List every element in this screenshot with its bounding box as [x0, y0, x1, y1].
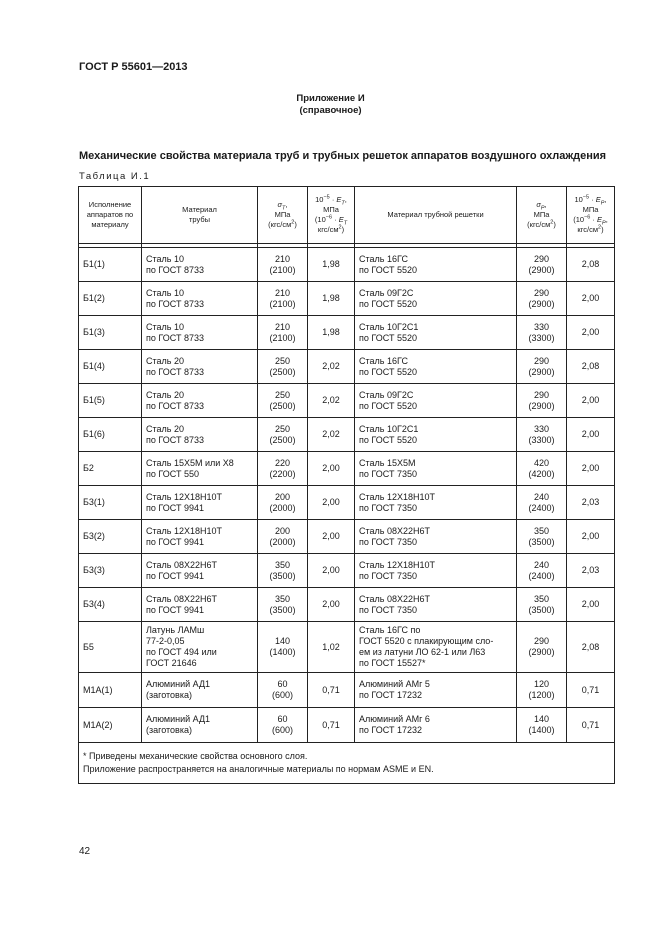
table-row	[79, 622, 615, 673]
table-caption: Таблица И.1	[79, 171, 151, 182]
cell-execution: Б3(3)	[79, 554, 142, 588]
table-row	[79, 588, 615, 622]
cell-e-p: 2,00	[567, 520, 615, 554]
cell-tube-material: Сталь 10 по ГОСТ 8733	[142, 282, 258, 316]
cell-execution: Б1(2)	[79, 282, 142, 316]
note-scope: Приложение распространяется на аналогичные материалы по нормам ASME и EN.	[83, 764, 434, 774]
table-row	[79, 248, 615, 282]
cell-e-t: 1,98	[308, 248, 355, 282]
cell-tube-material: Алюминий АД1 (заготовка)	[142, 708, 258, 743]
cell-sigma-t: 60 (600)	[258, 708, 308, 743]
table-row	[79, 486, 615, 520]
cell-tube-material: Сталь 12Х18Н10Т по ГОСТ 9941	[142, 486, 258, 520]
cell-sigma-t: 250 (2500)	[258, 350, 308, 384]
cell-sigma-p: 240 (2400)	[517, 486, 567, 520]
cell-e-p: 2,03	[567, 554, 615, 588]
cell-sheet-material: Сталь 08Х22Н6Т по ГОСТ 7350	[355, 588, 517, 622]
cell-execution: Б5	[79, 622, 142, 673]
cell-sheet-material: Алюминий АМг 6 по ГОСТ 17232	[355, 708, 517, 743]
cell-sheet-material: Сталь 15Х5М по ГОСТ 7350	[355, 452, 517, 486]
cell-sheet-material: Сталь 12Х18Н10Т по ГОСТ 7350	[355, 554, 517, 588]
cell-tube-material: Сталь 08Х22Н6Т по ГОСТ 9941	[142, 554, 258, 588]
cell-execution: Б1(4)	[79, 350, 142, 384]
header-tube-material: Материал трубы	[142, 187, 258, 244]
cell-tube-material: Сталь 08Х22Н6Т по ГОСТ 9941	[142, 588, 258, 622]
cell-e-p: 0,71	[567, 673, 615, 708]
cell-tube-material: Сталь 15Х5М или Х8 по ГОСТ 550	[142, 452, 258, 486]
annex-title: Приложение И	[296, 93, 365, 104]
cell-tube-material: Сталь 20 по ГОСТ 8733	[142, 384, 258, 418]
cell-e-p: 2,08	[567, 248, 615, 282]
cell-e-p: 2,03	[567, 486, 615, 520]
cell-e-p: 2,00	[567, 452, 615, 486]
header-sigma-p: $\sigma_P$, МПа $(кгс/см^2)$	[517, 187, 567, 244]
table-row	[79, 316, 615, 350]
section-title: Механические свойства материала труб и трубных решеток аппаратов воздушного охлаждения	[79, 150, 607, 162]
cell-sigma-p: 120 (1200)	[517, 673, 567, 708]
header-e-p: $10^{-5} \cdot E_P$, МПа ($10^{-6} \cdot E_P$, кгс/$см^2$)	[567, 187, 615, 244]
cell-e-p: 2,00	[567, 316, 615, 350]
cell-e-p: 0,71	[567, 708, 615, 743]
cell-tube-material: Алюминий АД1 (заготовка)	[142, 673, 258, 708]
cell-sigma-t: 210 (2100)	[258, 282, 308, 316]
cell-sigma-p: 350 (3500)	[517, 520, 567, 554]
cell-sigma-t: 350 (3500)	[258, 554, 308, 588]
cell-execution: М1А(2)	[79, 708, 142, 743]
cell-sigma-p: 290 (2900)	[517, 384, 567, 418]
cell-e-t: 2,00	[308, 554, 355, 588]
table-row	[79, 520, 615, 554]
cell-sigma-t: 200 (2000)	[258, 520, 308, 554]
table-row	[79, 384, 615, 418]
cell-sigma-p: 330 (3300)	[517, 316, 567, 350]
cell-e-p: 2,08	[567, 350, 615, 384]
cell-sigma-t: 220 (2200)	[258, 452, 308, 486]
cell-e-t: 1,98	[308, 282, 355, 316]
cell-e-p: 2,00	[567, 588, 615, 622]
table-header-row	[79, 187, 615, 244]
table-row	[79, 350, 615, 384]
cell-tube-material: Сталь 20 по ГОСТ 8733	[142, 350, 258, 384]
cell-e-t: 2,00	[308, 486, 355, 520]
cell-sigma-t: 250 (2500)	[258, 418, 308, 452]
document-code: ГОСТ Р 55601—2013	[79, 61, 188, 73]
cell-e-p: 2,00	[567, 282, 615, 316]
cell-tube-material: Латунь ЛАМш 77-2-0,05 по ГОСТ 494 или ГОСТ 21646	[142, 622, 258, 673]
cell-execution: Б3(1)	[79, 486, 142, 520]
cell-e-t: 2,00	[308, 588, 355, 622]
cell-sigma-p: 290 (2900)	[517, 350, 567, 384]
table-row	[79, 554, 615, 588]
cell-e-t: 1,02	[308, 622, 355, 673]
table-notes	[79, 743, 615, 784]
cell-sigma-t: 210 (2100)	[258, 316, 308, 350]
cell-sigma-p: 330 (3300)	[517, 418, 567, 452]
cell-e-t: 2,02	[308, 350, 355, 384]
cell-execution: Б2	[79, 452, 142, 486]
cell-sheet-material: Алюминий АМг 5 по ГОСТ 17232	[355, 673, 517, 708]
cell-execution: Б1(6)	[79, 418, 142, 452]
cell-execution: Б1(3)	[79, 316, 142, 350]
cell-sheet-material: Сталь 09Г2С по ГОСТ 5520	[355, 282, 517, 316]
cell-e-t: 2,02	[308, 384, 355, 418]
cell-e-t: 0,71	[308, 708, 355, 743]
cell-execution: Б3(4)	[79, 588, 142, 622]
cell-sheet-material: Сталь 10Г2С1 по ГОСТ 5520	[355, 418, 517, 452]
cell-tube-material: Сталь 20 по ГОСТ 8733	[142, 418, 258, 452]
cell-execution: М1А(1)	[79, 673, 142, 708]
cell-e-t: 0,71	[308, 673, 355, 708]
table-row	[79, 452, 615, 486]
cell-sheet-material: Сталь 16ГС по ГОСТ 5520	[355, 350, 517, 384]
cell-sigma-p: 290 (2900)	[517, 282, 567, 316]
cell-execution: Б1(5)	[79, 384, 142, 418]
cell-sheet-material: Сталь 16ГС по ГОСТ 5520 с плакирующим сло- ем из латуни ЛО 62-1 или Л63 по ГОСТ 15527*	[355, 622, 517, 673]
table-row	[79, 418, 615, 452]
cell-e-p: 2,00	[567, 418, 615, 452]
cell-sheet-material: Сталь 09Г2С по ГОСТ 5520	[355, 384, 517, 418]
table-row	[79, 282, 615, 316]
properties-table	[78, 186, 615, 784]
cell-sigma-t: 210 (2100)	[258, 248, 308, 282]
cell-sigma-t: 60 (600)	[258, 673, 308, 708]
cell-sigma-p: 350 (3500)	[517, 588, 567, 622]
header-execution: Исполнение аппаратов по материалу	[79, 187, 142, 244]
cell-e-t: 2,02	[308, 418, 355, 452]
cell-e-t: 2,00	[308, 452, 355, 486]
note-footnote: * Приведены механические свойства основного слоя.	[83, 751, 308, 761]
table-row	[79, 673, 615, 708]
cell-e-p: 2,08	[567, 622, 615, 673]
cell-sigma-p: 420 (4200)	[517, 452, 567, 486]
cell-sigma-t: 250 (2500)	[258, 384, 308, 418]
cell-execution: Б1(1)	[79, 248, 142, 282]
table-row	[79, 708, 615, 743]
header-sheet-material: Материал трубной решетки	[355, 187, 517, 244]
cell-sigma-t: 200 (2000)	[258, 486, 308, 520]
cell-sheet-material: Сталь 12Х18Н10Т по ГОСТ 7350	[355, 486, 517, 520]
cell-sigma-t: 140 (1400)	[258, 622, 308, 673]
header-e-t: $10^{-5} \cdot E_T$, МПа ($10^{-6} \cdot E_T$ кгс/$см^2$)	[308, 187, 355, 244]
annex-subtitle: (справочное)	[299, 105, 362, 116]
table-notes-row	[79, 743, 615, 784]
cell-sigma-p: 290 (2900)	[517, 248, 567, 282]
cell-tube-material: Сталь 12Х18Н10Т по ГОСТ 9941	[142, 520, 258, 554]
cell-tube-material: Сталь 10 по ГОСТ 8733	[142, 248, 258, 282]
cell-e-t: 1,98	[308, 316, 355, 350]
cell-sigma-p: 240 (2400)	[517, 554, 567, 588]
cell-sigma-p: 140 (1400)	[517, 708, 567, 743]
cell-sigma-p: 290 (2900)	[517, 622, 567, 673]
cell-sheet-material: Сталь 08Х22Н6Т по ГОСТ 7350	[355, 520, 517, 554]
cell-sigma-t: 350 (3500)	[258, 588, 308, 622]
cell-sheet-material: Сталь 10Г2С1 по ГОСТ 5520	[355, 316, 517, 350]
cell-e-p: 2,00	[567, 384, 615, 418]
cell-tube-material: Сталь 10 по ГОСТ 8733	[142, 316, 258, 350]
page-number: 42	[79, 846, 91, 857]
header-sigma-t: $\sigma_T$, МПа $(кгс/см^2)$	[258, 187, 308, 244]
cell-sheet-material: Сталь 16ГС по ГОСТ 5520	[355, 248, 517, 282]
cell-e-t: 2,00	[308, 520, 355, 554]
cell-execution: Б3(2)	[79, 520, 142, 554]
